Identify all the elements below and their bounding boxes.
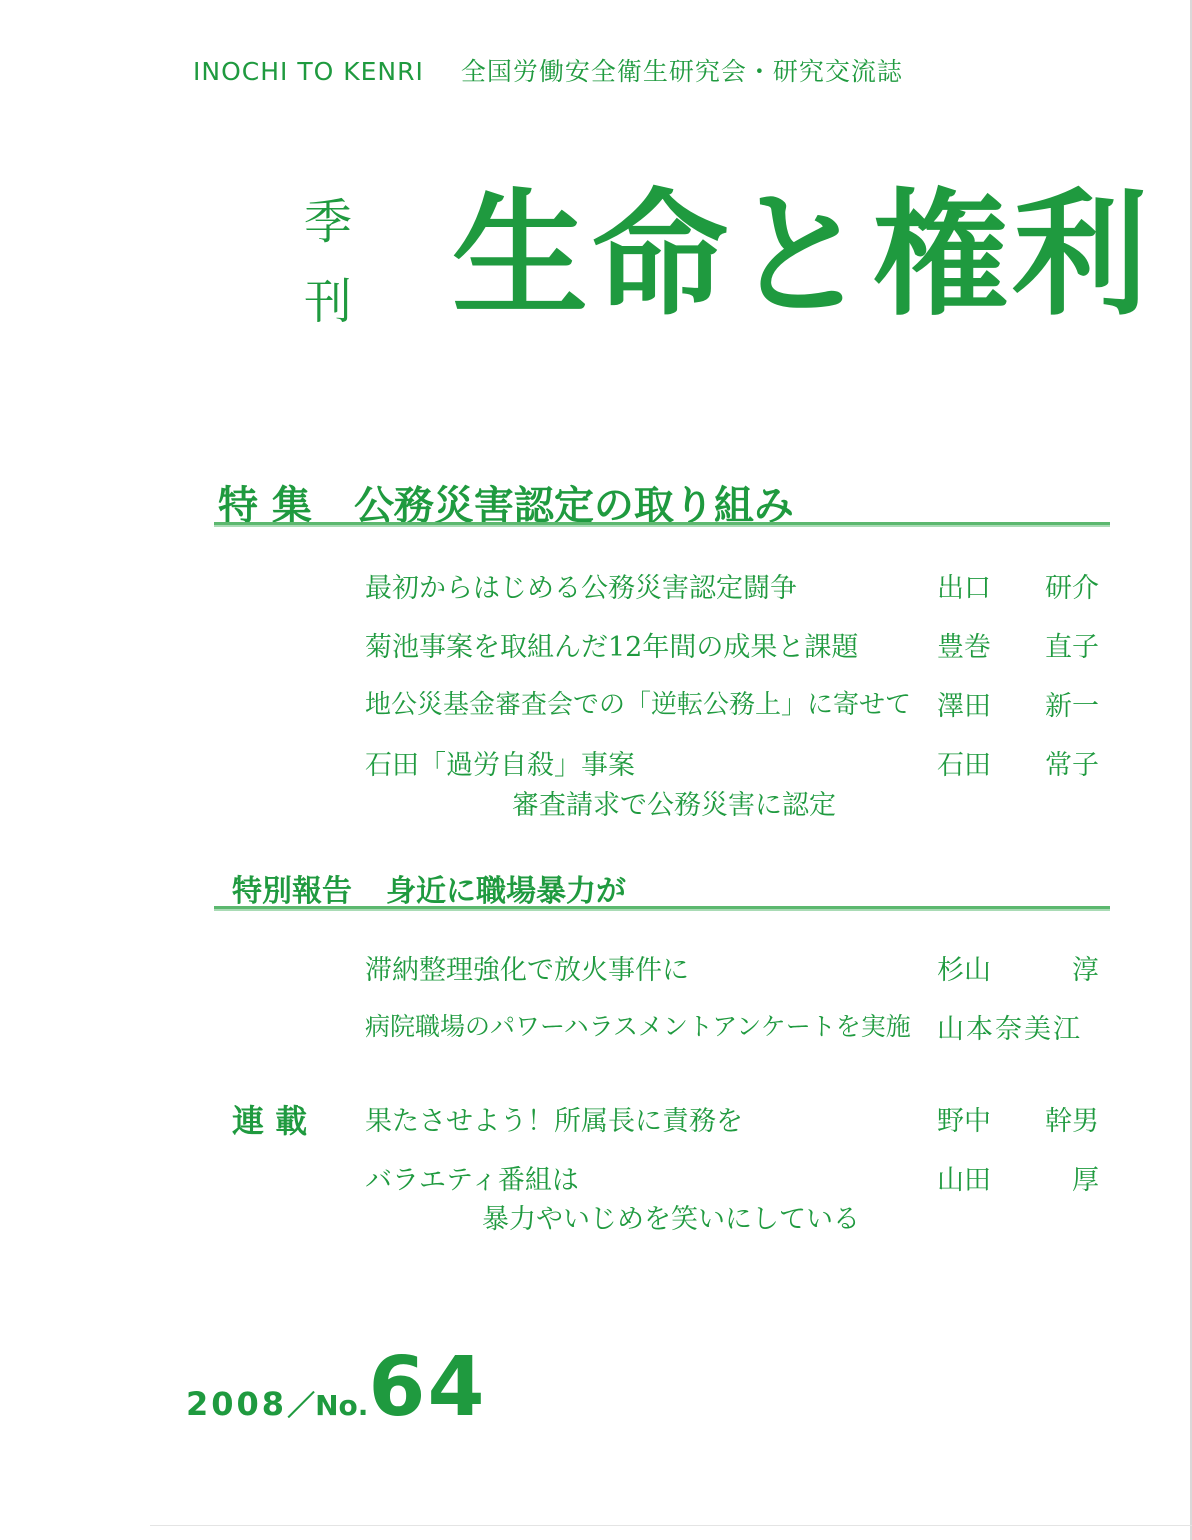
special-report-divider [214,906,1110,911]
author-family-name: 豊巻 [937,632,991,663]
feature-article-1-author [937,566,1099,605]
author-full-name: 山本奈美江 [937,1014,1082,1045]
feature-theme: 公務災害認定の取り組み [353,483,794,529]
serial-article-2-title: バラエティ番組は [365,1165,579,1196]
issue-number-block [186,1340,487,1435]
quarterly-label-top: 季 [303,194,352,250]
feature-article-4-subtitle: 審査請求で公務災害に認定 [512,790,836,821]
author-family-name: 野中 [937,1106,991,1137]
feature-article-2-title: 菊池事案を取組んだ12年間の成果と課題 [365,632,859,663]
author-given-name: 幹男 [1045,1106,1099,1137]
serial-section-label: 連 載 [232,1102,308,1140]
special-report-theme: 身近に職場暴力が [386,874,626,909]
author-family-name: 石田 [937,750,991,781]
author-given-name: 厚 [1072,1165,1099,1196]
issue-separator: ／ [287,1389,316,1422]
feature-article-1-title: 最初からはじめる公務災害認定闘争 [365,573,797,604]
magazine-title: 生命と権利 [452,175,1152,335]
special-article-2-title: 病院職場のパワーハラスメントアンケートを実施 [365,1012,911,1041]
author-given-name: 淳 [1072,955,1099,986]
author-given-name: 直子 [1045,632,1099,663]
author-family-name: 山田 [937,1165,991,1196]
serial-article-1-title: 果たさせよう！所属長に責務を [365,1106,743,1137]
feature-divider [214,522,1110,527]
author-family-name: 澤田 [937,691,991,722]
header-japanese-subtitle: 全国労働安全衛生研究会・研究交流誌 [460,57,903,86]
feature-label: 特 集 [218,483,312,529]
special-article-1-author [937,948,1099,987]
feature-article-4-author [937,743,1099,782]
serial-article-2-author [937,1158,1099,1197]
author-family-name: 杉山 [937,955,991,986]
feature-article-4-title: 石田「過労自殺」事案 [365,750,635,781]
author-given-name: 常子 [1045,750,1099,781]
special-report-label: 特別報告 [232,874,352,909]
feature-article-3-author [937,684,1099,723]
special-article-1-title: 滞納整理強化で放火事件に [365,955,689,986]
feature-article-3-title: 地公災基金審査会での「逆転公務上」に寄せて [365,690,912,720]
quarterly-label [298,182,358,342]
issue-number: 64 [368,1340,487,1435]
author-family-name: 出口 [937,573,991,604]
feature-article-2-author [937,625,1099,664]
special-article-2-author [937,1007,1099,1046]
quarterly-label-bottom: 刊 [303,274,352,330]
issue-year: 2008 [186,1385,288,1423]
page-edge-bottom [150,1525,1192,1526]
author-given-name: 研介 [1045,573,1099,604]
author-given-name: 新一 [1045,691,1099,722]
serial-article-1-author [937,1099,1099,1138]
header-latin-title: INOCHI TO KENRI [193,57,424,86]
serial-article-2-subtitle: 暴力やいじめを笑いにしている [482,1204,860,1235]
journal-header [193,52,903,88]
issue-no-label: No. [315,1389,369,1422]
special-report-heading [232,866,626,910]
